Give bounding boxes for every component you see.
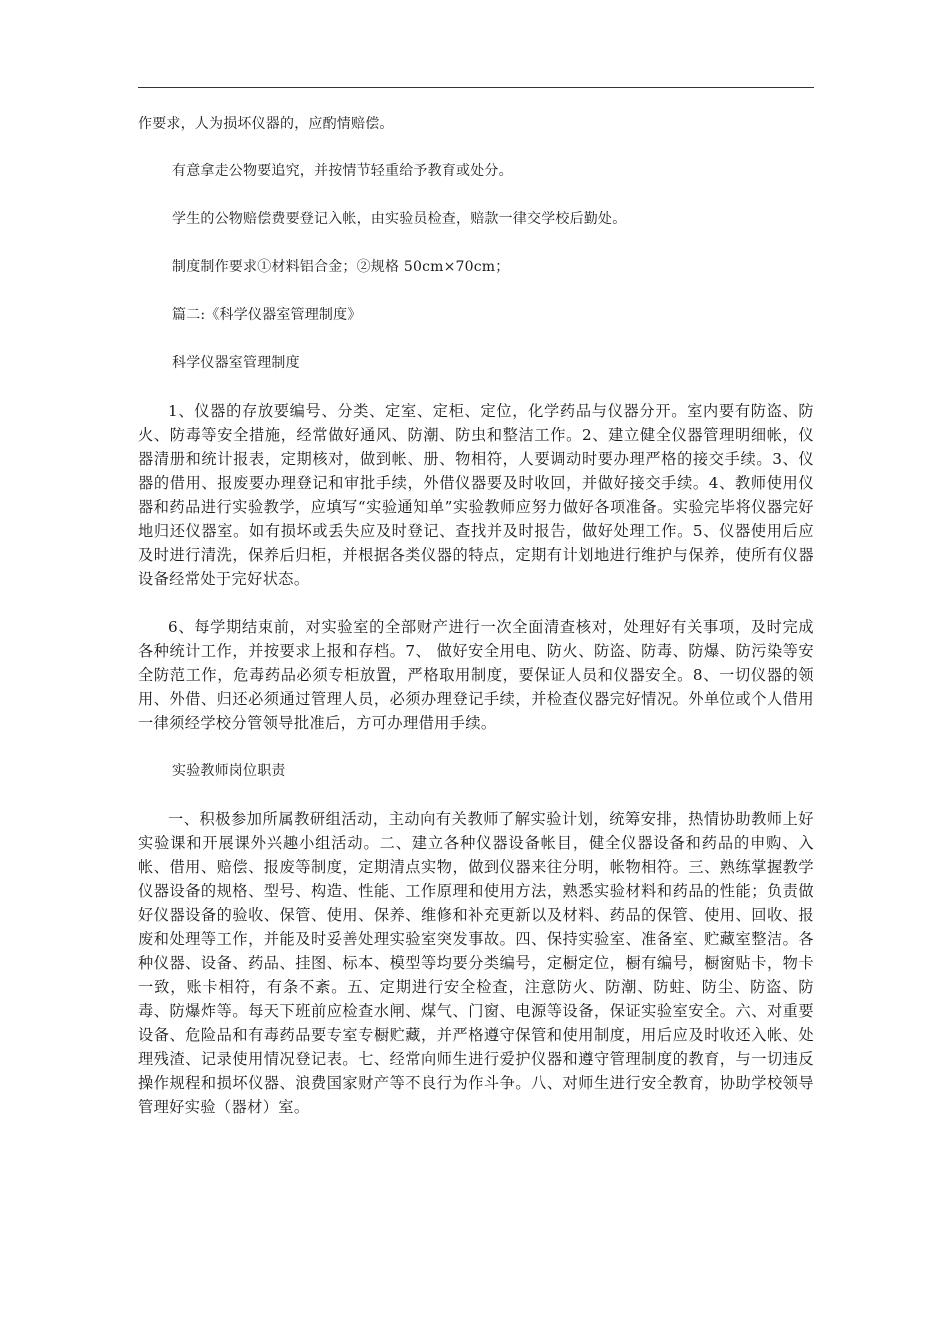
paragraph-production-requirements: 制度制作要求①材料铝合金；②规格 50cm×70cm； xyxy=(172,259,510,275)
paragraph-misappropriation: 有意拿走公物要追究，并按情节轻重给予教育或处分。 xyxy=(172,163,513,179)
document-body xyxy=(138,112,814,1119)
heading-lab-teacher-duties: 实验教师岗位职责 xyxy=(172,763,286,779)
paragraph-rules-6-to-8: 6、每学期结束前，对实验室的全部财产进行一次全面清查核对，处理好有关事项，及时完成各种统计工作，并按要求上报和存档。7、 做好安全用电、防火、防盗、防毒、防爆、防污染等安全防范工作，危毒药品必须专柜放置，严格取用制度，要保证人员和仪器安全。8、一切仪器的领用、外借、归还必须通过管理人员，必须办理登记手续，并检查仪器完好情况。外单位或个人借用一律须经学校分管领导批准后，方可办理借用手续。 xyxy=(138,618,814,732)
paragraph-rules-1-to-5: 1、仪器的存放要编号、分类、定室、定柜、定位，化学药品与仪器分开。室内要有防盗、防火、防毒等安全措施，经常做好通风、防潮、防虫和整洁工作。2、建立健全仪器管理明细帐，仪器清册和统计报表，定期核对，做到帐、册、物相符，人要调动时要办理严格的接交手续。3、仪器的借用、报废要办理登记和审批手续，外借仪器要及时收回，并做好接交手续。4、教师使用仪器和药品进行实验教学，应填写“实验通知单”实验教师应努力做好各项准备。实验完毕将仪器完好地归还仪器室。如有损坏或丢失应及时登记、查找并及时报告，做好处理工作。5、仪器使用后应及时进行清洗，保养后归柜，并根据各类仪器的特点，定期有计划地进行维护与保养，使所有仪器设备经常处于完好状态。 xyxy=(138,402,814,588)
paragraph-compensation: 学生的公物赔偿费要登记入帐，由实验员检查，赔款一律交学校后勤处。 xyxy=(172,211,627,227)
section-title-part-two: 篇二:《科学仪器室管理制度》 xyxy=(172,307,362,323)
paragraph-duties: 一、积极参加所属教研组活动，主动向有关教师了解实验计划，统筹安排，热情协助教师上好实验课和开展课外兴趣小组活动。二、建立各种仪器设备帐目，健全仪器设备和药品的申购、入帐、借用、赔偿、报废等制度，定期清点实物，做到仪器来往分明，帐物相符。三、熟练掌握教学仪器设备的规格、型号、构造、性能、工作原理和使用方法，熟悉实验材料和药品的性能；负责做好仪器设备的验收、保管、使用、保养、维修和补充更新以及材料、药品的保管、使用、回收、报废和处理等工作，并能及时妥善处理实验室突发事故。四、保持实验室、准备室、贮藏室整洁。各种仪器、设备、药品、挂图、标本、模型等均要分类编号，定橱定位，橱有编号，橱窗贴卡，物卡一致，账卡相符，有条不紊。五、定期进行安全检查，注意防火、防潮、防蛀、防尘、防盗、防毒、防爆炸等。每天下班前应检查水闸、煤气、门窗、电源等设备，保证实验室安全。六、对重要设备、危险品和有毒药品要专室专橱贮藏，并严格遵守保管和使用制度，用后应及时收还入帐、处理残渣、记录使用情况登记表。七、经常向师生进行爱护仪器和遵守管理制度的教育，与一切违反操作规程和损坏仪器、浪费国家财产等不良行为作斗争。八、对师生进行安全教育，协助学校领导管理好实验（器材）室。 xyxy=(138,810,814,1116)
paragraph-continuation: 作要求，人为损坏仪器的，应酌情赔偿。 xyxy=(138,116,394,132)
heading-instrument-room-rules: 科学仪器室管理制度 xyxy=(172,355,300,371)
header-rule xyxy=(138,87,814,88)
